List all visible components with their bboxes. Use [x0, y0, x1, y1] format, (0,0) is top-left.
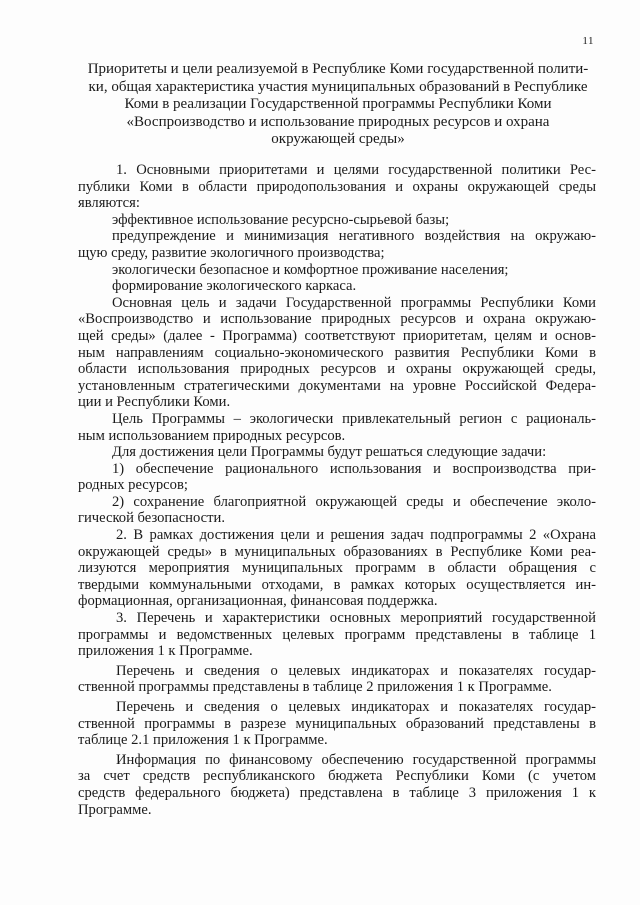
text-line: являются: — [78, 195, 140, 212]
text-line: экологически безопасное и комфортное проживание населения; — [112, 261, 509, 278]
text-line: Для достижения цели Программы будут решаться следующие задачи: — [112, 444, 547, 461]
body-text — [78, 162, 596, 818]
text-line: 2) сохранение благоприятной окружающей среды и обеспечение эколо- — [112, 493, 596, 510]
text-line: гической безопасности. — [78, 510, 225, 527]
page-number: 11 — [582, 35, 594, 47]
title-line: «Воспроизводство и использование природных ресурсов и охрана — [126, 113, 550, 130]
text-line: Цель Программы – экологически привлекательный регион с рациональ- — [112, 410, 596, 427]
text-line: таблице 2.1 приложения 1 к Программе. — [78, 732, 328, 749]
text-line: области использования природных ресурсов и охраны окружающей среды, — [78, 361, 596, 378]
text-line: лизуются мероприятия муниципальных программ в области обращения с — [78, 560, 596, 577]
text-line: Перечень и сведения о целевых индикаторах и показателях государ- — [116, 699, 596, 715]
text-line: 1. Основными приоритетами и целями государственной политики Рес- — [116, 162, 596, 178]
text-line: ственной программы в разрезе муниципальных образований представлены в — [78, 715, 596, 732]
text-line: средств федерального бюджета) представлена в таблице 3 приложения 1 к — [78, 784, 596, 801]
text-line: ным использованием природных ресурсов. — [78, 427, 346, 444]
text-line: 1) обеспечение рационального использования и воспроизводства при- — [112, 460, 596, 477]
text-line: формационная, организационная, финансовая поддержка. — [78, 593, 438, 610]
text-line: Перечень и сведения о целевых индикаторах и показателях государ- — [116, 662, 596, 679]
text-line: щую среду, развитие экологичного производства; — [78, 244, 385, 261]
text-line: щей среды» (далее - Программа) соответствуют приоритетам, целям и основ- — [78, 327, 596, 344]
text-line: предупреждение и минимизация негативного воздействия на окружаю- — [112, 228, 596, 245]
text-line: формирование экологического каркаса. — [112, 278, 357, 295]
text-line: ным направлениям социально-экономического развития Республики Коми в — [78, 344, 596, 361]
title-line: ки, общая характеристика участия муниципальных образований в Республике — [88, 78, 588, 95]
text-line: приложения 1 к Программе. — [78, 643, 253, 660]
text-line: за счет средств республиканского бюджета Республики Коми (с учетом — [78, 768, 596, 785]
section-title — [78, 61, 598, 149]
text-line: ственной программы представлены в таблице 2 приложения 1 к Программе. — [78, 679, 552, 696]
text-line: ции и Республики Коми. — [78, 394, 231, 411]
text-line: родных ресурсов; — [78, 477, 188, 494]
text-line: эффективное использование ресурсно-сырьевой базы; — [112, 211, 450, 228]
title-line: Приоритеты и цели реализуемой в Республике Коми государственной полити- — [87, 61, 589, 77]
text-line: 3. Перечень и характеристики основных мероприятий государственной — [116, 610, 596, 627]
text-line: «Воспроизводство и использование природных ресурсов и охрана окружаю- — [78, 311, 596, 328]
text-line: Основная цель и задачи Государственной программы Республики Коми — [112, 294, 596, 311]
text-line: Программе. — [78, 801, 152, 818]
title-line: Коми в реализации Государственной программы Республики Коми — [124, 96, 552, 112]
title-line: окружающей среды» — [271, 131, 405, 147]
text-line: 2. В рамках достижения цели и решения задач подпрограммы 2 «Охрана — [116, 527, 596, 544]
text-line: твердыми коммунальными отходами, в рамках которых осуществляется ин- — [78, 576, 596, 593]
text-line: окружающей среды» в муниципальных образованиях в Республике Коми реа- — [78, 543, 596, 560]
text-line: публики Коми в области природопользования и охраны окружающей среды — [78, 178, 596, 195]
text-line: программы и ведомственных целевых программ представлены в таблице 1 — [78, 626, 596, 643]
text-line: установленным стратегическими документами на уровне Российской Федера- — [78, 377, 596, 394]
text-line: Информация по финансовому обеспечению государственной программы — [116, 751, 596, 768]
